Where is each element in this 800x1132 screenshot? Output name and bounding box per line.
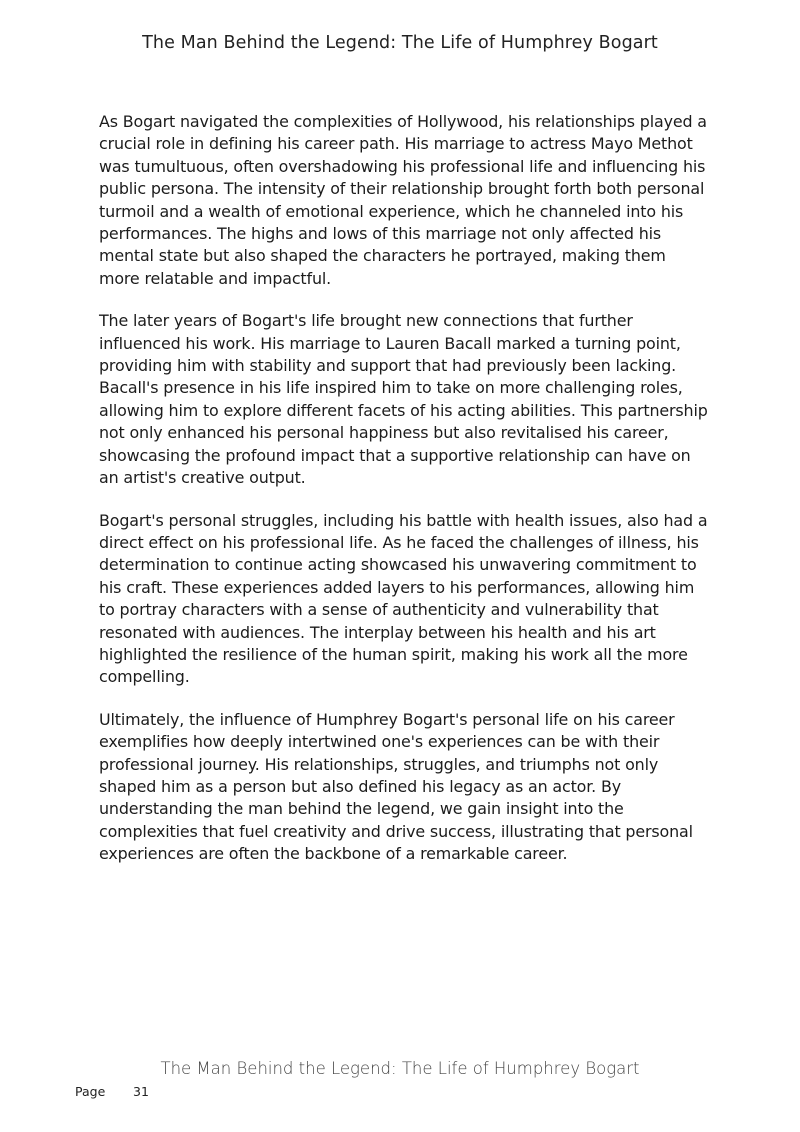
paragraph-1: As Bogart navigated the complexities of Hollywood, his relationships played a crucial role in defining his career path. His marriage to actress Mayo Methot was tumultuous, often overshadowing his professional life and influencing his public persona. The intensity of their relationship brought forth both personal turmoil and a wealth of emotional experience, which he channeled into his performances. The highs and lows of this marriage not only affected his mental state but also shaped the characters he portrayed, making them more relatable and impactful. — [99, 112, 707, 288]
paragraph-3: Bogart's personal struggles, including his battle with health issues, also had a direct effect on his professional life. As he faced the challenges of illness, his determination to continue acting showcased his unwavering commitment to his craft. These experiences added layers to his performances, allowing him to portray characters with a sense of authenticity and vulnerability that resonated with audiences. The interplay between his health and his art highlighted the resilience of the human spirit, making his work all the more compelling. — [99, 510, 708, 687]
page-label: Page — [75, 1084, 106, 1099]
body-text — [99, 111, 711, 886]
page-number: 31 — [133, 1084, 149, 1099]
paragraph-4: Ultimately, the influence of Humphrey Bogart's personal life on his career exemplifies how deeply intertwined one's experiences can be with their professional journey. His relationships, struggles, and triumphs not only shaped him as a person but also defined his legacy as an actor. By understanding the man behind the legend, we gain insight into the complexities that fuel creativity and drive success, illustrating that personal experiences are often the backbone of a remarkable career. — [99, 709, 693, 864]
paragraph-2: The later years of Bogart's life brought new connections that further influenced his work. His marriage to Lauren Bacall marked a turning point, providing him with stability and support that had previously been lacking. Bacall's presence in his life inspired him to take on more challenging roles, allowing him to explore different facets of his acting abilities. This partnership not only enhanced his personal happiness but also revitalised his career, showcasing the profound impact that a supportive relationship can have on an artist's creative output. — [99, 311, 708, 488]
running-footer-title: The Man Behind the Legend: The Life of Humphrey Bogart — [160, 1059, 640, 1078]
running-header-title: The Man Behind the Legend: The Life of Humphrey Bogart — [142, 33, 658, 53]
